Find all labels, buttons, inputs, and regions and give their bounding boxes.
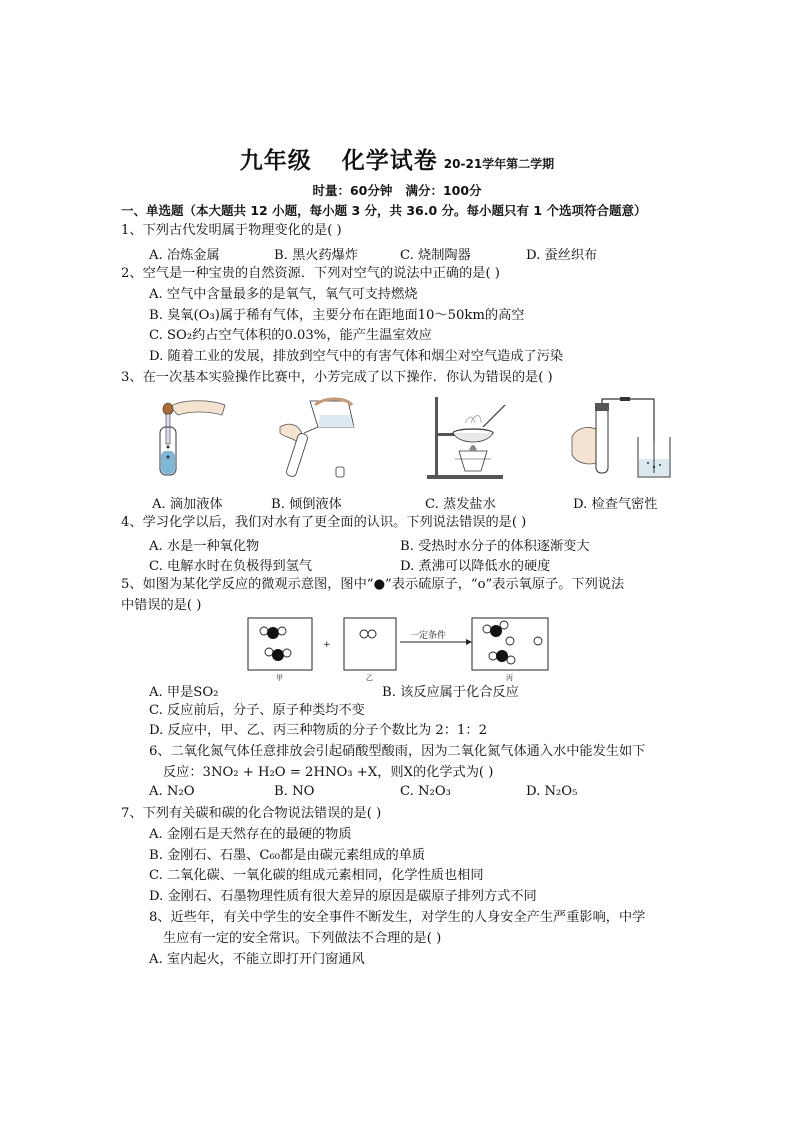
option: B. 金刚石、石墨、C₆₀都是由碳元素组成的单质 — [149, 848, 426, 863]
option: A. 金刚石是天然存在的最硬的物质 — [149, 827, 352, 842]
plus-sign: + — [323, 640, 331, 650]
oxygen-atom — [283, 649, 291, 657]
option: C. SO₂约占空气体积的0.03%，能产生温室效应 — [149, 328, 432, 343]
airtightness-check-illustration — [568, 397, 678, 482]
option: C. N₂O₃ — [400, 784, 451, 799]
option: A. 滴加液体 — [152, 497, 223, 512]
question-stem: 4、学习化学以后，我们对水有了更全面的认识。下列说法错误的是( ) — [121, 515, 527, 530]
label-jia: 甲 — [276, 674, 283, 682]
option: B. NO — [274, 784, 315, 799]
question-stem: 2、空气是一种宝贵的自然资源．下列对空气的说法中正确的是( ) — [121, 266, 500, 281]
oxygen-atom — [483, 625, 491, 633]
full-score: 满分：100分 — [405, 183, 482, 198]
option: D. 蚕丝织布 — [526, 248, 598, 263]
oxygen-atom — [265, 648, 273, 656]
question-stem: 反应：3NO₂ + H₂O = 2HNO₃ +X，则X的化学式为( ) — [163, 765, 494, 780]
option: C. 反应前后，分子、原子种类均不变 — [149, 703, 365, 718]
question-stem: 5、如图为某化学反应的微观示意图，图中“●”表示硫原子，“o”表示氧原子。下列说法 — [121, 577, 625, 592]
label-yi: 乙 — [366, 674, 373, 682]
question-stem: 3、在一次基本实验操作比赛中，小芳完成了以下操作．你认为错误的是( ) — [121, 370, 553, 385]
question-stem: 7、下列有关碳和碳的化合物说法错误的是( ) — [121, 806, 382, 821]
oxygen-atom — [506, 637, 514, 645]
oxygen-atom — [507, 656, 515, 664]
oxygen-atom — [368, 630, 376, 638]
option: A. 冶炼金属 — [149, 248, 220, 263]
reaction-microscopic-diagram — [240, 614, 555, 684]
option: B. 该反应属于化合反应 — [382, 685, 519, 700]
sulfur-atom — [496, 650, 508, 662]
question-stem: 6、二氧化氮气体任意排放会引起硝酸型酸雨，因为二氧化氮气体通入水中能发生如下 — [149, 744, 646, 759]
term-label: 20-21学年第二学期 — [443, 157, 555, 171]
grade-label: 九年级 — [239, 148, 312, 174]
option: A. 空气中含量最多的是氧气，氧气可支持燃烧 — [149, 287, 418, 302]
option: D. 金刚石、石墨物理性质有很大差异的原因是碳原子排列方式不同 — [149, 889, 537, 904]
exam-title — [0, 142, 794, 175]
evaporating-brine-illustration — [425, 393, 515, 481]
exam-info — [0, 181, 794, 199]
option: A. 甲是SO₂ — [149, 685, 219, 700]
oxygen-atom — [500, 621, 508, 629]
option: A. 室内起火，不能立即打开门窗通风 — [149, 952, 365, 967]
dropping-liquid-illustration — [150, 395, 230, 480]
option: B. 受热时水分子的体积逐渐变大 — [400, 539, 590, 554]
option: D. 检查气密性 — [573, 497, 658, 512]
option: A. N₂O — [149, 784, 195, 799]
oxygen-atom — [534, 637, 542, 645]
subject-label: 化学试卷 — [341, 148, 438, 174]
oxygen-atom — [278, 627, 286, 635]
oxygen-atom — [360, 630, 368, 638]
option: B. 臭氧(O₃)属于稀有气体，主要分布在距地面10～50km的高空 — [149, 308, 525, 323]
sulfur-atom — [267, 627, 279, 639]
option: B. 黑火药爆炸 — [274, 248, 359, 263]
time-limit: 时量：60分钟 — [312, 183, 393, 198]
question-stem: 中错误的是( ) — [121, 598, 202, 613]
option: D. 随着工业的发展，排放到空气中的有害气体和烟尘对空气造成了污染 — [149, 349, 564, 364]
pouring-liquid-illustration — [270, 397, 360, 482]
section-title: 一、单选题（本大题共 12 小题，每小题 3 分，共 36.0 分。每小题只有 1 个选项符合题意） — [121, 203, 647, 218]
sulfur-atom — [272, 649, 284, 661]
option: D. N₂O₅ — [526, 784, 578, 799]
reaction-condition: 一定条件 — [410, 631, 447, 641]
question-stem: 1、下列古代发明属于物理变化的是( ) — [121, 223, 342, 238]
option: B. 倾倒液体 — [271, 497, 342, 512]
option: C. 蒸发盐水 — [425, 497, 496, 512]
question-stem: 生应有一定的安全常识。下列做法不合理的是( ) — [163, 931, 442, 946]
question-stem: 8、近些年，有关中学生的安全事件不断发生，对学生的人身安全产生严重影响，中学 — [149, 910, 646, 925]
oxygen-atom — [260, 627, 268, 635]
label-bing: 丙 — [506, 674, 513, 682]
option: D. 反应中，甲、乙、丙三种物质的分子个数比为 2：1：2 — [149, 723, 487, 738]
option: D. 煮沸可以降低水的硬度 — [400, 559, 551, 574]
oxygen-atom — [489, 652, 497, 660]
option: A. 水是一种氧化物 — [149, 539, 260, 554]
option: C. 二氧化碳、一氧化碳的组成元素相同，化学性质也相同 — [149, 868, 484, 883]
option: C. 烧制陶器 — [400, 248, 471, 263]
option: C. 电解水时在负极得到氢气 — [149, 559, 313, 574]
